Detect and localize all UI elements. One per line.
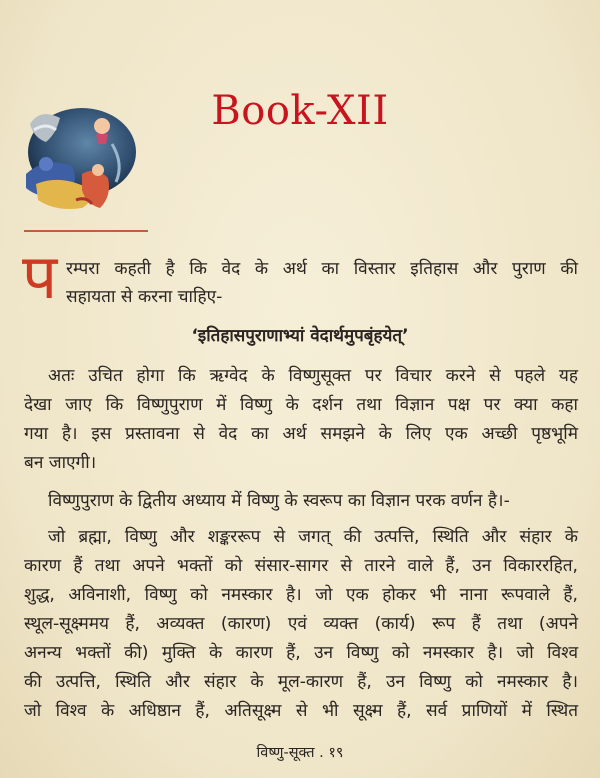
- para4-line2: कारण हैं तथा अपने भक्तों को संसार-सागर से तारने वाले हैं, उन विकाररहित,: [24, 556, 578, 576]
- para4-line5: अनन्य भक्तों की) मुक्ति के कारण हैं, उन विष्णु को नमस्कार है। जो विश्व: [24, 643, 578, 663]
- para1-line2: सहायता से करना चाहिए-: [66, 287, 223, 307]
- vishnu-illustration: [16, 104, 140, 216]
- para4-line4: स्थूल-सूक्ष्ममय हैं, अव्यक्त (कारण) एवं व्यक्त (कार्य) रूप हैं तथा (अपने: [24, 614, 578, 634]
- sanskrit-quote: ‘इतिहासपुराणाभ्यां वेदार्थमुपबृंहयेत्’: [191, 326, 409, 346]
- para2-line2: देखा जाए कि विष्णुपुराण में विष्णु के दर्शन तथा विज्ञान पक्ष पर क्या कहा: [24, 395, 578, 415]
- para2-line3: गया है। इस प्रस्तावना से वेद का अर्थ समझने के लिए एक अच्छी पृष्ठभूमि: [24, 424, 578, 444]
- para3-line1: विष्णुपुराण के द्वितीय अध्याय में विष्णु के स्वरूप का विज्ञान परक वर्णन है।-: [48, 491, 510, 511]
- drop-cap: प: [22, 240, 58, 313]
- para1-line1: रम्परा कहती है कि वेद के अर्थ का विस्तार इतिहास और पुराण की: [66, 259, 578, 279]
- page-footer: विष्णु-सूक्त . १९: [256, 745, 344, 761]
- para4-line6: की उत्पत्ति, स्थिति और संहार के मूल-कारण हैं, उन विष्णु को नमस्कार है।: [24, 672, 578, 692]
- para4-line1: जो ब्रह्मा, विष्णु और शङ्कररूप से जगत् की उत्पत्ति, स्थिति और संहार के: [48, 527, 578, 547]
- para2-line1: अतः उचित होगा कि ऋग्वेद के विष्णुसूक्त पर विचार करने से पहले यह: [48, 366, 578, 386]
- book-title: Book-XII: [211, 88, 389, 134]
- para2-line4: बन जाएगी।: [24, 453, 97, 473]
- para4-line3: शुद्ध, अविनाशी, विष्णु को नमस्कार है। जो एक होकर भी नाना रूपवाले हैं,: [24, 585, 578, 605]
- decorative-rule: [24, 230, 148, 232]
- para4-line7: जो विश्व के अधिष्ठान हैं, अतिसूक्ष्म से भी सूक्ष्म हैं, सर्व प्राणियों में स्थित: [24, 701, 578, 721]
